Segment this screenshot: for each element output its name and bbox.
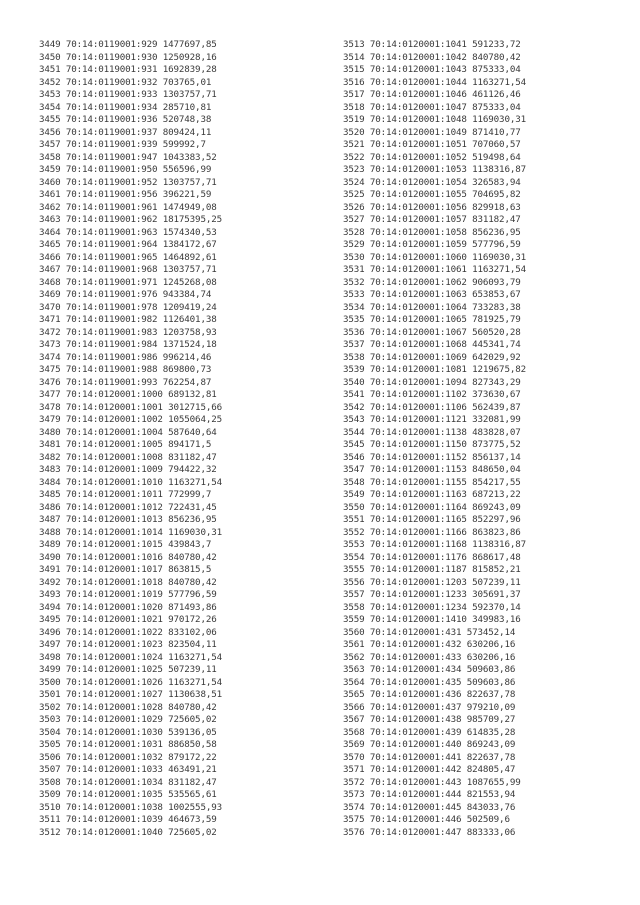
record-row: 3456 70:14:0119001:937 809424,11 [39,126,212,138]
record-row: 3495 70:14:0120001:1021 970172,26 [39,614,217,625]
record-row: 3556 70:14:0120001:1203 507239,11 [343,576,521,588]
record-row: 3542 70:14:0120001:1106 562439,87 [343,401,521,413]
record-row: 3576 70:14:0120001:447 883333,06 [343,826,516,838]
record-row: 3506 70:14:0120001:1032 879172,22 [39,751,217,763]
record-row: 3527 70:14:0120001:1057 831182,47 [343,214,521,225]
record-row: 3491 70:14:0120001:1017 863815,5 [39,564,212,575]
record-row: 3569 70:14:0120001:440 869243,09 [343,739,516,750]
record-row: 3481 70:14:0120001:1005 894171,5 [39,439,212,450]
record-row: 3566 70:14:0120001:437 979210,09 [343,701,516,713]
record-row: 3498 70:14:0120001:1024 1163271,54 [39,651,222,663]
record-row: 3536 70:14:0120001:1067 560520,28 [343,326,521,338]
record-row: 3557 70:14:0120001:1233 305691,37 [343,589,521,600]
right-column [343,39,526,839]
left-column [39,39,222,839]
record-row: 3463 70:14:0119001:962 18175395,25 [39,214,222,225]
record-row: 3474 70:14:0119001:986 996214,46 [39,351,212,363]
record-row: 3548 70:14:0120001:1155 854217,55 [343,476,521,488]
record-row: 3530 70:14:0120001:1060 1169030,31 [343,251,526,263]
record-row: 3480 70:14:0120001:1004 587640,64 [39,426,217,438]
record-row: 3503 70:14:0120001:1029 725605,02 [39,714,217,725]
record-row: 3518 70:14:0120001:1047 875333,04 [343,101,521,113]
record-row: 3482 70:14:0120001:1008 831182,47 [39,451,217,463]
record-row: 3499 70:14:0120001:1025 507239,11 [39,664,217,675]
record-row: 3522 70:14:0120001:1052 519498,64 [343,151,521,163]
record-row: 3459 70:14:0119001:950 556596,99 [39,164,212,175]
record-row: 3462 70:14:0119001:961 1474949,08 [39,201,217,213]
record-row: 3558 70:14:0120001:1234 592370,14 [343,601,521,613]
record-row: 3457 70:14:0119001:939 599992,7 [39,139,206,150]
record-row: 3520 70:14:0120001:1049 871410,77 [343,126,521,138]
record-row: 3451 70:14:0119001:931 1692839,28 [39,64,217,75]
record-row: 3571 70:14:0120001:442 824805,47 [343,764,516,775]
record-row: 3479 70:14:0120001:1002 1055064,25 [39,414,222,425]
record-row: 3551 70:14:0120001:1165 852297,96 [343,514,521,525]
record-row: 3568 70:14:0120001:439 614835,28 [343,726,516,738]
record-row: 3552 70:14:0120001:1166 863823,86 [343,526,521,538]
record-row: 3519 70:14:0120001:1048 1169030,31 [343,114,526,125]
record-row: 3460 70:14:0119001:952 1303757,71 [39,176,217,188]
record-row: 3516 70:14:0120001:1044 1163271,54 [343,76,526,88]
record-row: 3567 70:14:0120001:438 985709,27 [343,714,516,725]
record-row: 3461 70:14:0119001:956 396221,59 [39,189,212,200]
record-row: 3465 70:14:0119001:964 1384172,67 [39,239,217,250]
record-row: 3487 70:14:0120001:1013 856236,95 [39,514,217,525]
record-row: 3537 70:14:0120001:1068 445341,74 [343,339,521,350]
record-row: 3504 70:14:0120001:1030 539136,05 [39,726,217,738]
record-row: 3532 70:14:0120001:1062 906093,79 [343,276,521,288]
record-row: 3467 70:14:0119001:968 1303757,71 [39,264,217,275]
record-row: 3473 70:14:0119001:984 1371524,18 [39,339,217,350]
record-row: 3565 70:14:0120001:436 822637,78 [343,689,516,700]
record-row: 3494 70:14:0120001:1020 871493,86 [39,601,217,613]
record-row: 3559 70:14:0120001:1410 349983,16 [343,614,521,625]
record-row: 3535 70:14:0120001:1065 781925,79 [343,314,521,325]
record-row: 3489 70:14:0120001:1015 439843,7 [39,539,212,550]
record-row: 3533 70:14:0120001:1063 653853,67 [343,289,521,300]
record-row: 3505 70:14:0120001:1031 886850,58 [39,739,217,750]
record-row: 3493 70:14:0120001:1019 577796,59 [39,589,217,600]
record-row: 3543 70:14:0120001:1121 332081,99 [343,414,521,425]
record-row: 3541 70:14:0120001:1102 373630,67 [343,389,521,400]
record-row: 3572 70:14:0120001:443 1087655,99 [343,776,521,788]
record-row: 3486 70:14:0120001:1012 722431,45 [39,501,217,513]
record-row: 3511 70:14:0120001:1039 464673,59 [39,814,217,825]
record-row: 3466 70:14:0119001:965 1464892,61 [39,251,217,263]
record-row: 3507 70:14:0120001:1033 463491,21 [39,764,217,775]
record-row: 3454 70:14:0119001:934 285710,81 [39,101,212,113]
record-row: 3508 70:14:0120001:1034 831182,47 [39,776,217,788]
record-row: 3468 70:14:0119001:971 1245268,08 [39,276,217,288]
record-row: 3550 70:14:0120001:1164 869243,09 [343,501,521,513]
record-row: 3483 70:14:0120001:1009 794422,32 [39,464,217,475]
record-row: 3560 70:14:0120001:431 573452,14 [343,626,516,638]
record-row: 3547 70:14:0120001:1153 848650,04 [343,464,521,475]
record-row: 3464 70:14:0119001:963 1574340,53 [39,226,217,238]
record-row: 3540 70:14:0120001:1094 827343,29 [343,376,521,388]
record-row: 3515 70:14:0120001:1043 875333,04 [343,64,521,75]
record-row: 3450 70:14:0119001:930 1250928,16 [39,51,217,63]
record-row: 3478 70:14:0120001:1001 3012715,66 [39,401,222,413]
record-row: 3529 70:14:0120001:1059 577796,59 [343,239,521,250]
record-row: 3509 70:14:0120001:1035 535565,61 [39,789,217,800]
record-row: 3470 70:14:0119001:978 1209419,24 [39,301,217,313]
record-row: 3458 70:14:0119001:947 1043383,52 [39,151,217,163]
record-row: 3555 70:14:0120001:1187 815852,21 [343,564,521,575]
record-row: 3553 70:14:0120001:1168 1138316,87 [343,539,526,550]
record-row: 3517 70:14:0120001:1046 461126,46 [343,89,521,100]
record-row: 3573 70:14:0120001:444 821553,94 [343,789,516,800]
record-row: 3549 70:14:0120001:1163 687213,22 [343,489,521,500]
record-row: 3497 70:14:0120001:1023 823504,11 [39,639,217,650]
record-row: 3546 70:14:0120001:1152 856137,14 [343,451,521,463]
record-row: 3554 70:14:0120001:1176 868617,48 [343,551,521,563]
record-row: 3449 70:14:0119001:929 1477697,85 [39,39,217,50]
record-row: 3510 70:14:0120001:1038 1002555,93 [39,801,222,813]
record-row: 3500 70:14:0120001:1026 1163271,54 [39,676,222,688]
record-row: 3485 70:14:0120001:1011 772999,7 [39,489,212,500]
record-row: 3502 70:14:0120001:1028 840780,42 [39,701,217,713]
record-row: 3526 70:14:0120001:1056 829918,63 [343,201,521,213]
record-row: 3521 70:14:0120001:1051 707060,57 [343,139,521,150]
record-row: 3564 70:14:0120001:435 509603,86 [343,676,516,688]
record-row: 3563 70:14:0120001:434 509603,86 [343,664,516,675]
record-row: 3475 70:14:0119001:988 869800,73 [39,364,212,375]
record-row: 3484 70:14:0120001:1010 1163271,54 [39,476,222,488]
record-row: 3561 70:14:0120001:432 630206,16 [343,639,516,650]
record-row: 3531 70:14:0120001:1061 1163271,54 [343,264,526,275]
record-row: 3472 70:14:0119001:983 1203758,93 [39,326,217,338]
record-row: 3490 70:14:0120001:1016 840780,42 [39,551,217,563]
record-row: 3525 70:14:0120001:1055 704695,82 [343,189,521,200]
record-row: 3545 70:14:0120001:1150 873775,52 [343,439,521,450]
record-row: 3471 70:14:0119001:982 1126401,38 [39,314,217,325]
record-row: 3492 70:14:0120001:1018 840780,42 [39,576,217,588]
record-row: 3477 70:14:0120001:1000 689132,81 [39,389,217,400]
record-row: 3513 70:14:0120001:1041 591233,72 [343,39,521,50]
record-row: 3574 70:14:0120001:445 843033,76 [343,801,516,813]
record-row: 3514 70:14:0120001:1042 840780,42 [343,51,521,63]
record-row: 3523 70:14:0120001:1053 1138316,87 [343,164,526,175]
record-row: 3539 70:14:0120001:1081 1219675,82 [343,364,526,375]
record-row: 3476 70:14:0119001:993 762254,87 [39,376,212,388]
record-row: 3534 70:14:0120001:1064 733283,38 [343,301,521,313]
record-row: 3512 70:14:0120001:1040 725605,02 [39,826,217,838]
record-row: 3538 70:14:0120001:1069 642029,92 [343,351,521,363]
record-row: 3528 70:14:0120001:1058 856236,95 [343,226,521,238]
record-row: 3501 70:14:0120001:1027 1130638,51 [39,689,222,700]
record-row: 3575 70:14:0120001:446 502509,6 [343,814,510,825]
record-row: 3496 70:14:0120001:1022 833102,06 [39,626,217,638]
record-row: 3469 70:14:0119001:976 943384,74 [39,289,212,300]
record-row: 3455 70:14:0119001:936 520748,38 [39,114,212,125]
record-row: 3544 70:14:0120001:1138 483828,07 [343,426,521,438]
record-row: 3524 70:14:0120001:1054 326583,94 [343,176,521,188]
record-row: 3453 70:14:0119001:933 1303757,71 [39,89,217,100]
record-row: 3452 70:14:0119001:932 703765,01 [39,76,212,88]
record-row: 3488 70:14:0120001:1014 1169030,31 [39,526,222,538]
record-row: 3562 70:14:0120001:433 630206,16 [343,651,516,663]
record-row: 3570 70:14:0120001:441 822637,78 [343,751,516,763]
